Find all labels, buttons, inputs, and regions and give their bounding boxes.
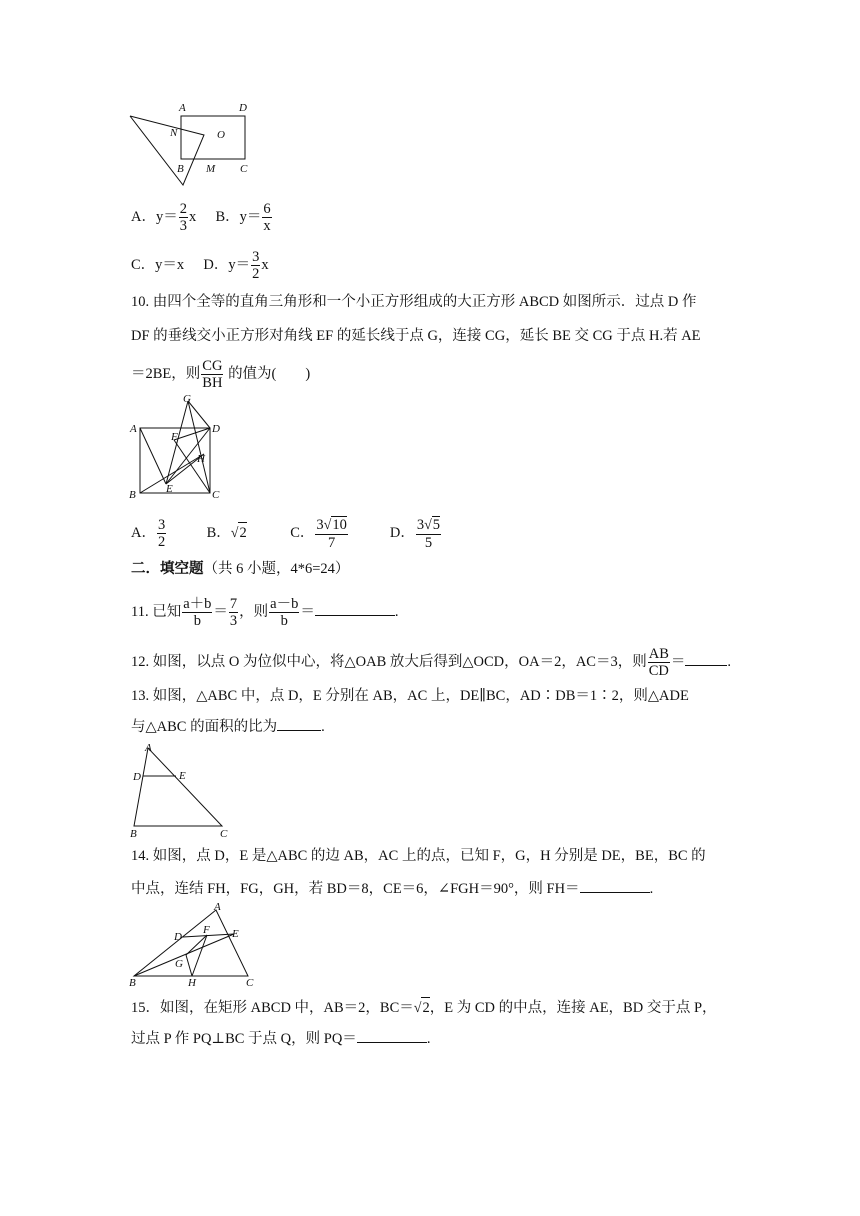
q10-text-line-2: DF 的垂线交小正方形对角线 EF 的延长线于点 G，连接 CG，延长 BE 交 CG 于点 H.若 AE — [131, 328, 701, 344]
q14-label-c: C — [246, 977, 254, 989]
q10-option-d-fraction: $\frac{3√5}{5}$ — [416, 517, 441, 551]
q12-fraction: $\frac{AB}{CD}$ — [648, 646, 669, 679]
q9-option-c[interactable]: C．y＝x — [131, 256, 185, 273]
q14-label-e: E — [232, 928, 239, 940]
q9-option-d-fraction: $\frac{3}{2}$ — [252, 249, 260, 282]
q10-text-line-3: ＝2BE，则 $\frac{CG}{BH}$ 的值为( ) — [131, 358, 311, 391]
q9-option-a-fraction: $\frac{2}{3}$ — [179, 201, 187, 234]
q15-sqrt-icon: √ — [413, 1001, 422, 1016]
q9-label-b: B — [177, 163, 184, 175]
q10-figure — [126, 392, 226, 502]
q10-option-b-sqrt-icon: √ — [230, 525, 239, 541]
q9-options-row-2 — [131, 249, 269, 282]
q10-option-c-fraction: $\frac{3√10}{7}$ — [316, 517, 347, 551]
q10-label-e: E — [166, 483, 173, 495]
q9-label-o: O — [217, 129, 225, 141]
q10-label-g: G — [183, 393, 191, 405]
q9-options-row-1 — [131, 201, 273, 234]
q14-text-line-1: 14. 如图，点 D，E 是△ABC 的边 AB，AC 上的点，已知 F，G，H 分别是 DE，BE，BC 的 — [131, 848, 706, 864]
q9-triangle — [130, 116, 204, 185]
q12-line: 12. 如图，以点 O 为位似中心，将△OAB 放大后得到△OCD，OA＝2，AC＝3，则 $\frac{AB}{CD}$ ＝ . — [131, 646, 731, 679]
q15-answer-blank[interactable] — [357, 1028, 427, 1043]
q11-answer-blank[interactable] — [315, 601, 395, 616]
q14-label-g: G — [175, 958, 183, 970]
q9-label-n: N — [170, 127, 178, 139]
q10-fraction-cg-bh: $\frac{CG}{BH}$ — [202, 358, 223, 391]
q9-label-c: C — [240, 163, 248, 175]
q15-text-line-1: 15．如图，在矩形 ABCD 中，AB＝2，BC＝√2，E 为 CD 的中点，连接 AE，BD 交于点 P， — [131, 997, 717, 1019]
q10-option-a-fraction: $\frac{3}{2}$ — [157, 517, 166, 550]
q13-text-line-1: 13. 如图，△ABC 中，点 D，E 分别在 AB，AC 上，DE∥BC，AD∶DB＝1∶2，则△ADE — [131, 688, 689, 704]
q11-fraction-2: $\frac{7}{3}$ — [229, 596, 238, 629]
q13-label-a: A — [145, 742, 152, 754]
q14-label-f: F — [203, 924, 210, 936]
q13-label-d: D — [133, 771, 141, 783]
q14-text-line-2: 中点，连结 FH，FG，GH，若 BD＝8，CE＝6，∠FGH＝90°，则 FH＝ . — [131, 878, 653, 899]
q13-figure — [126, 740, 236, 840]
section-2-note: （共 6 小题，4*6=24） — [203, 561, 350, 577]
q10-label-d: D — [212, 423, 220, 435]
q10-label-h: H — [197, 453, 205, 465]
q10-options-row — [131, 516, 442, 551]
q9-option-b-fraction: $\frac{6}{x}$ — [263, 201, 271, 234]
q14-lines — [134, 934, 234, 976]
q14-label-b: B — [129, 977, 136, 989]
q14-label-a: A — [214, 902, 221, 913]
q10-option-a[interactable]: A． $\frac{3}{2}$ — [131, 517, 166, 550]
q15-text-line-2: 过点 P 作 PQ⊥BC 于点 Q，则 PQ＝ . — [131, 1028, 430, 1049]
q14-label-h: H — [188, 977, 196, 989]
q14-figure — [126, 902, 266, 990]
q10-option-b[interactable]: B．√2 — [207, 522, 287, 544]
q13-label-c: C — [220, 828, 228, 840]
q9-label-d: D — [239, 102, 247, 114]
q10-option-d-sqrt-icon: √ — [424, 518, 432, 533]
q10-label-f: F — [171, 431, 178, 443]
q14-triangle-abc — [134, 910, 248, 976]
q12-answer-blank[interactable] — [685, 651, 727, 666]
q10-label-b: B — [129, 489, 136, 501]
q9-option-b[interactable]: B．y＝ $\frac{6}{x}$ — [215, 201, 271, 234]
q10-lines — [140, 401, 210, 493]
q9-option-d[interactable]: D．y＝ $\frac{3}{2}$ x — [203, 249, 269, 282]
q9-option-a[interactable]: A．y＝ $\frac{2}{3}$ x — [131, 201, 197, 234]
q14-answer-blank[interactable] — [580, 878, 650, 893]
q11-fraction-1: $\frac{a+b}{b}$ — [183, 596, 212, 629]
q10-option-c[interactable]: C． $\frac{3√10}{7}$ — [290, 517, 347, 551]
q14-label-d: D — [174, 931, 182, 943]
q10-option-c-sqrt-icon: √ — [323, 518, 332, 533]
q9-label-m: M — [206, 163, 216, 175]
q13-triangle-abc — [134, 748, 222, 826]
q11-line: 11. 已知 $\frac{a+b}{b}$ ＝ $\frac{7}{3}$ ，则 $\frac{a-b}{b}$ ＝ . — [131, 596, 399, 629]
q9-figure — [126, 100, 256, 188]
q13-label-e: E — [179, 770, 186, 782]
section-2-heading — [131, 559, 349, 579]
q10-label-a: A — [130, 423, 137, 435]
q11-fraction-3: $\frac{a-b}{b}$ — [270, 596, 299, 629]
q10-option-d[interactable]: D． $\frac{3√5}{5}$ — [389, 517, 441, 551]
q9-label-a: A — [179, 102, 186, 114]
q9-rectangle-abcd — [181, 116, 245, 159]
q10-text-line-1: 10. 由四个全等的直角三角形和一个小正方形组成的大正方形 ABCD 如图所示．过点 D 作 — [131, 294, 697, 310]
q13-label-b: B — [130, 828, 137, 840]
q13-answer-blank[interactable] — [277, 716, 321, 731]
q10-label-c: C — [212, 489, 220, 501]
section-2-title: 二．填空题 — [131, 561, 204, 577]
q13-text-line-2: 与△ABC 的面积的比为 . — [131, 716, 325, 737]
